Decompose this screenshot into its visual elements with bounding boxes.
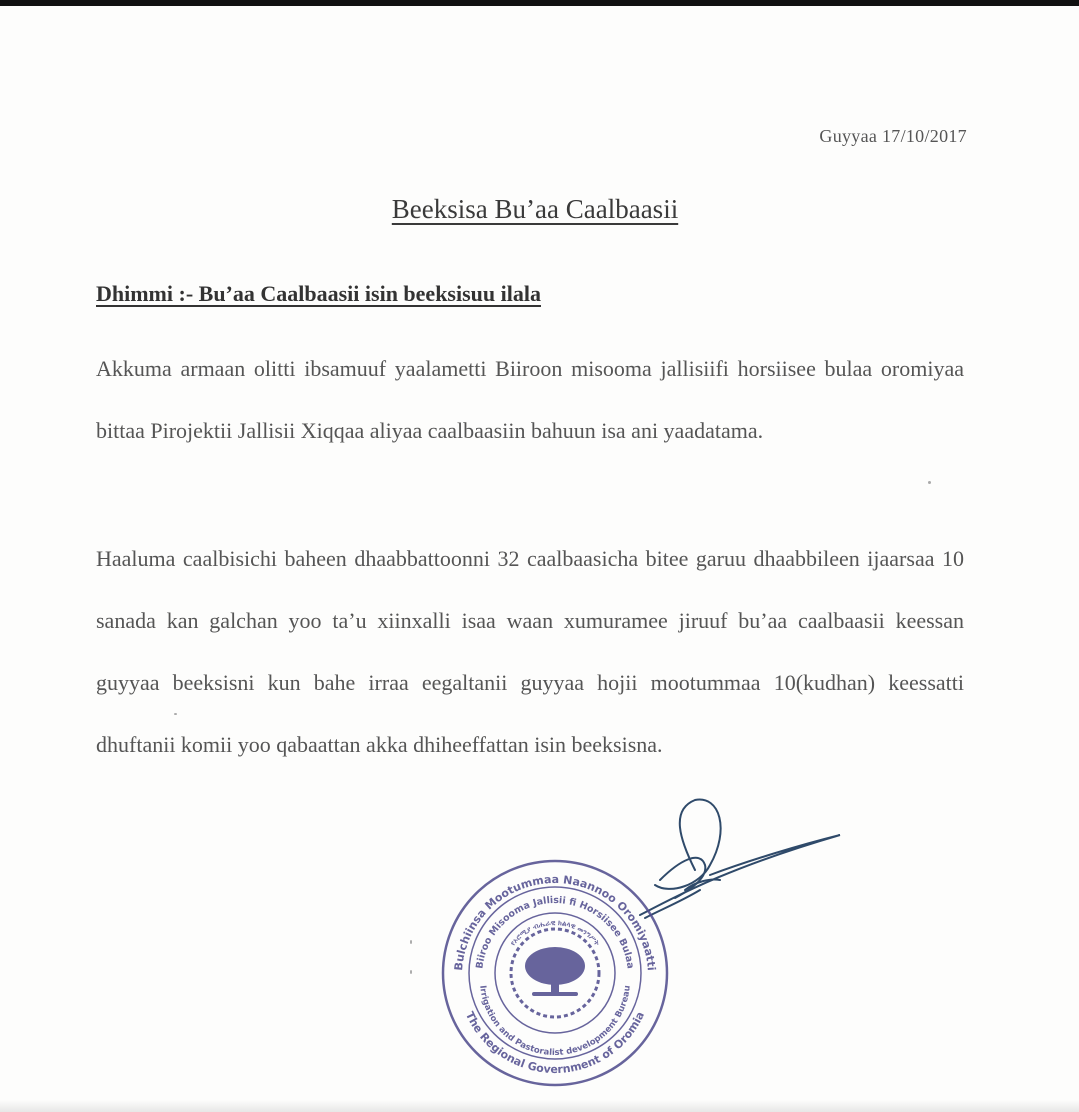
scan-speck	[410, 940, 412, 944]
scan-speck	[174, 713, 177, 715]
svg-text:The Regional Government of Oro: The Regional Government of Oromia	[462, 1009, 648, 1076]
scan-top-edge	[0, 0, 1079, 6]
svg-text:Irrigation and Pastoralist dev: Irrigation and Pastoralist development Bureau	[477, 984, 633, 1059]
letter-title: Beeksisa Bu’aa Caalbaasii	[391, 194, 679, 224]
svg-text:Bulchiinsa Mootummaa Naannoo O: Bulchiinsa Mootummaa Naannoo Oromiyaatti	[452, 872, 658, 972]
official-stamp	[440, 858, 670, 1088]
scan-bottom-edge	[0, 1100, 1079, 1112]
body-paragraph-2: Haaluma caalbisichi baheen dhaabbattoonni 32 caalbaasicha bitee garuu dhaabbileen ijaarsaa 10 sanada kan galchan yoo ta’u xiinxalli isaa waan xumuramee jiruuf bu’aa caalbaasii keessan guyyaa beeksisni kun bahe irraa eegaltanii guyyaa hojii mootummaa 10(kudhan) keessatti dhuftanii komii yoo qabaattan akka dhiheeffattan isin beeksisna.	[96, 546, 964, 757]
letter-date: Guyyaa 17/10/2017	[819, 126, 967, 146]
body-paragraph-1: Akkuma armaan olitti ibsamuuf yaalametti Biiroon misooma jallisiifi horsiisee bulaa oromiyaa bittaa Pirojektii Jallisii Xiqqaa aliyaa caalbaasiin bahuun isa ani yaadatama.	[96, 356, 964, 443]
svg-text:የኦሮሚያ ብሔራዊ ክልላዊ መንግሥት: የኦሮሚያ ብሔራዊ ክልላዊ መንግሥት	[508, 918, 602, 948]
scan-speck	[410, 970, 412, 974]
svg-text:Biiroo Misooma Jallisii fi Hor: Biiroo Misooma Jallisii fi Horsiisee Bulaa	[474, 894, 636, 970]
scan-speck	[928, 481, 931, 484]
stamp-seal-icon	[440, 858, 670, 1088]
letter-subject: Dhimmi :- Bu’aa Caalbaasii isin beeksisuu ilala	[96, 281, 541, 306]
